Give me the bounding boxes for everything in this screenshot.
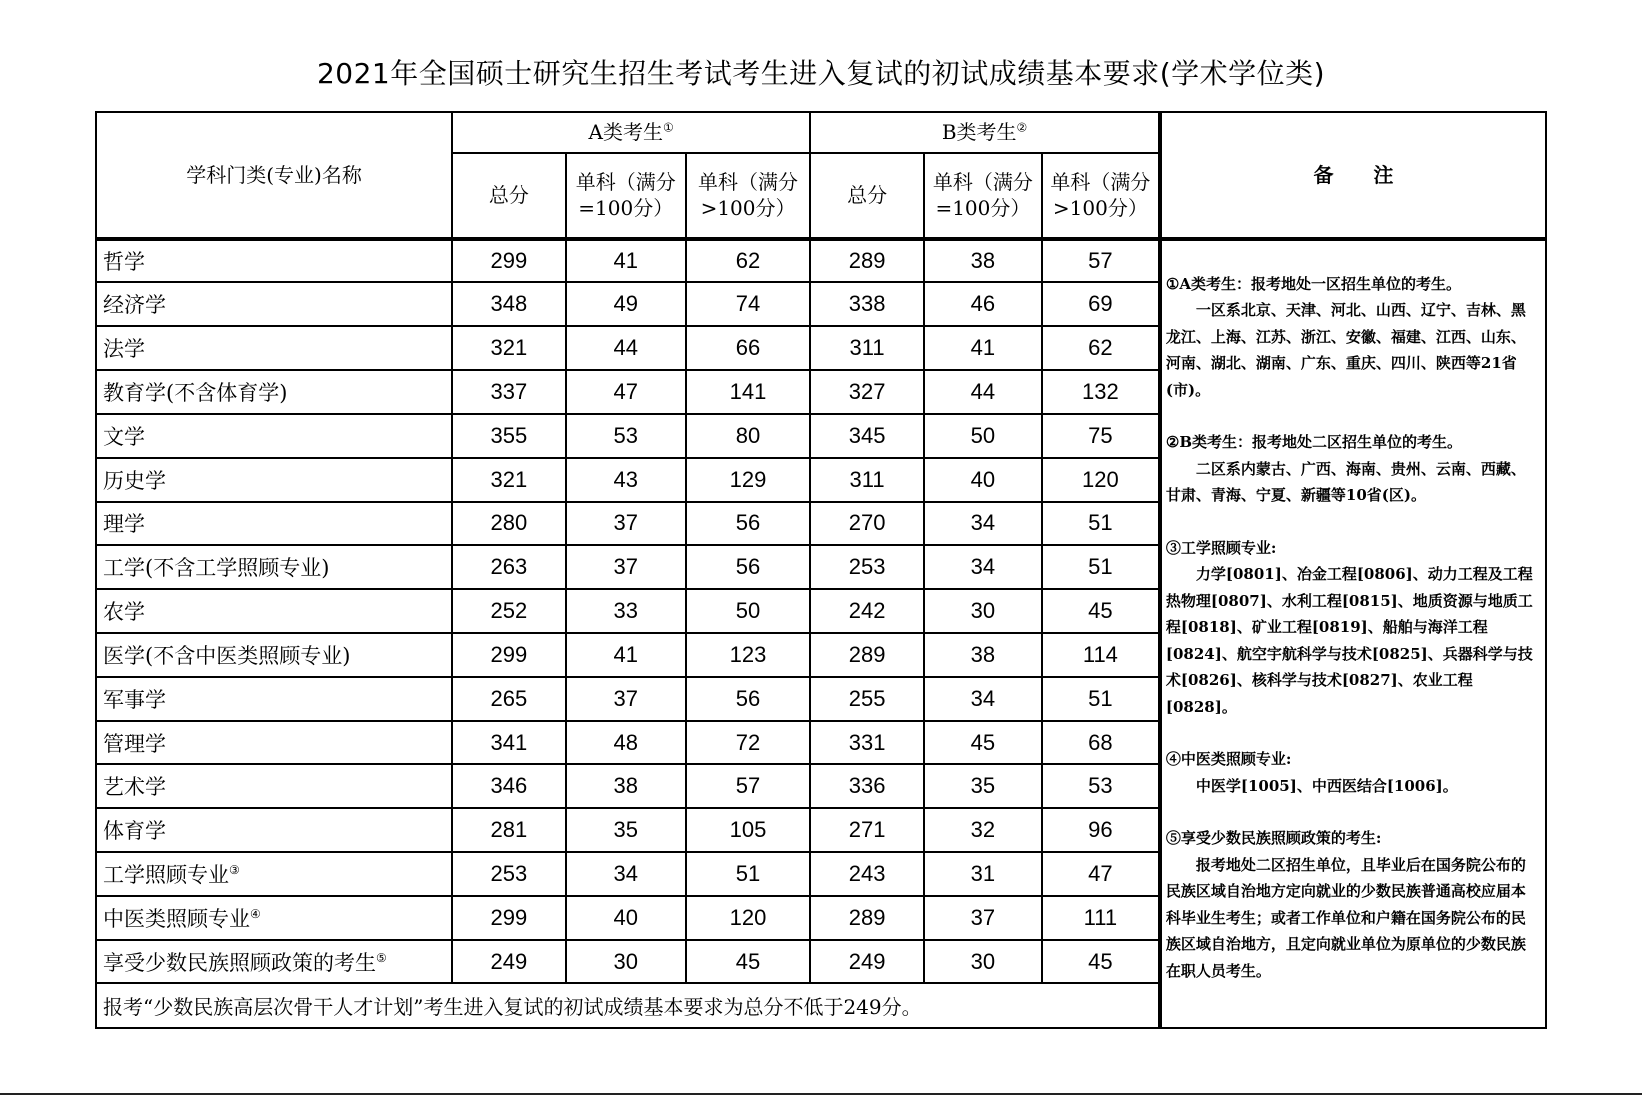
score-a-single-100: 40 — [566, 896, 686, 940]
score-b-single-100: 38 — [924, 633, 1042, 677]
score-a-total: 299 — [452, 239, 566, 283]
score-b-total: 289 — [810, 896, 924, 940]
score-a-total: 263 — [452, 545, 566, 589]
subject-name — [96, 502, 452, 546]
score-a-single-gt100: 123 — [686, 633, 810, 677]
a-single-gt100-line-2: >100分） — [700, 196, 796, 221]
subject-header: 学科门类(专业)名称 — [96, 112, 452, 239]
score-a-single-gt100: 57 — [686, 764, 810, 808]
footnote-text: 报考“少数民族高层次骨干人才计划”考生进入复试的初试成绩基本要求为总分不低于249分。 — [96, 983, 1160, 1028]
remark-block — [1166, 535, 1535, 721]
subject-name-text: 经济学 — [103, 293, 166, 318]
score-a-single-gt100: 141 — [686, 370, 810, 414]
score-b-single-gt100: 120 — [1042, 458, 1160, 502]
subject-name-text: 管理学 — [103, 731, 166, 756]
score-b-single-gt100: 53 — [1042, 764, 1160, 808]
score-b-single-gt100: 132 — [1042, 370, 1160, 414]
score-b-single-gt100: 96 — [1042, 808, 1160, 852]
subject-name — [96, 458, 452, 502]
b-single-gt100-header — [1042, 153, 1160, 239]
remark-head: ④中医类照顾专业: — [1165, 750, 1292, 769]
subject-name-text: 工学(不含工学照顾专业) — [103, 556, 330, 581]
score-b-single-gt100: 69 — [1042, 282, 1160, 326]
subject-name-text: 享受少数民族照顾政策的考生 — [103, 950, 376, 975]
subject-name-text: 体育学 — [103, 819, 166, 844]
score-a-total: 253 — [452, 852, 566, 896]
score-a-total: 265 — [452, 677, 566, 721]
group-a-label: A类考生 — [588, 120, 663, 145]
remark-body: 一区系北京、天津、河北、山西、辽宁、吉林、黑龙江、上海、江苏、浙江、安徽、福建、江西、山东、河南、湖北、湖南、广东、重庆、四川、陕西等21省(市)。 — [1165, 301, 1526, 399]
subject-name-text: 历史学 — [103, 468, 166, 493]
remark-block — [1166, 746, 1535, 799]
score-b-total: 327 — [810, 370, 924, 414]
a-single-100-header — [566, 153, 686, 239]
score-b-total: 243 — [810, 852, 924, 896]
score-a-single-100: 37 — [566, 502, 686, 546]
score-a-single-100: 53 — [566, 414, 686, 458]
b-single-gt100-line-1: 单科（满分 — [1050, 170, 1151, 195]
score-a-single-gt100: 80 — [686, 414, 810, 458]
subject-name — [96, 764, 452, 808]
score-b-single-100: 32 — [924, 808, 1042, 852]
subject-name-text: 哲学 — [103, 250, 145, 275]
score-b-single-100: 37 — [924, 896, 1042, 940]
score-b-single-gt100: 47 — [1042, 852, 1160, 896]
score-b-single-gt100: 57 — [1042, 239, 1160, 283]
score-a-single-gt100: 105 — [686, 808, 810, 852]
score-a-total: 337 — [452, 370, 566, 414]
a-single-gt100-header — [686, 153, 810, 239]
score-b-total: 311 — [810, 458, 924, 502]
a-total-header: 总分 — [452, 153, 566, 239]
subject-name-text: 中医类照顾专业 — [103, 906, 250, 931]
score-b-single-100: 34 — [924, 545, 1042, 589]
subject-name-text: 工学照顾专业 — [103, 862, 229, 887]
subject-name-text: 农学 — [103, 600, 145, 625]
score-b-single-gt100: 45 — [1042, 589, 1160, 633]
subject-name-text: 医学(不含中医类照顾专业) — [103, 643, 351, 668]
score-b-total: 345 — [810, 414, 924, 458]
subject-name — [96, 239, 452, 283]
score-a-single-gt100: 56 — [686, 677, 810, 721]
subject-name — [96, 808, 452, 852]
score-a-single-100: 30 — [566, 940, 686, 984]
remark-body: 中医学[1005]、中西医结合[1006]。 — [1195, 776, 1458, 795]
score-b-total: 338 — [810, 282, 924, 326]
score-b-single-gt100: 111 — [1042, 896, 1160, 940]
score-b-total: 249 — [810, 940, 924, 984]
score-a-total: 299 — [452, 633, 566, 677]
score-b-single-100: 50 — [924, 414, 1042, 458]
score-b-single-100: 40 — [924, 458, 1042, 502]
b-single-100-header — [924, 153, 1042, 239]
score-b-total: 270 — [810, 502, 924, 546]
score-b-single-100: 30 — [924, 589, 1042, 633]
score-a-total: 341 — [452, 721, 566, 765]
score-b-single-100: 45 — [924, 721, 1042, 765]
score-b-single-gt100: 62 — [1042, 326, 1160, 370]
footnote-mark: ④ — [250, 906, 261, 921]
score-b-single-100: 44 — [924, 370, 1042, 414]
subject-name — [96, 414, 452, 458]
score-b-single-100: 38 — [924, 239, 1042, 283]
subject-name — [96, 677, 452, 721]
score-b-total: 253 — [810, 545, 924, 589]
page-title: 2021年全国硕士研究生招生考试考生进入复试的初试成绩基本要求(学术学位类) — [316, 57, 1326, 90]
remark-block — [1166, 825, 1535, 984]
group-b-label: B类考生 — [941, 120, 1017, 145]
score-b-total: 331 — [810, 721, 924, 765]
score-a-single-100: 43 — [566, 458, 686, 502]
score-a-single-gt100: 66 — [686, 326, 810, 370]
score-b-total: 289 — [810, 239, 924, 283]
score-a-total: 280 — [452, 502, 566, 546]
subject-name-text: 教育学(不含体育学) — [103, 381, 288, 406]
footnote-mark: ③ — [229, 862, 240, 877]
subject-name — [96, 282, 452, 326]
a-single-gt100-line-1: 单科（满分 — [698, 170, 799, 195]
score-a-total: 346 — [452, 764, 566, 808]
score-a-single-gt100: 50 — [686, 589, 810, 633]
subject-name — [96, 589, 452, 633]
subject-name-text: 文学 — [103, 424, 145, 449]
subject-name — [96, 721, 452, 765]
subject-name — [96, 545, 452, 589]
score-a-single-100: 37 — [566, 677, 686, 721]
score-b-single-gt100: 68 — [1042, 721, 1160, 765]
score-b-single-100: 35 — [924, 764, 1042, 808]
a-single-100-line-1: 单科（满分 — [575, 170, 676, 195]
score-table — [95, 111, 1547, 1029]
group-a-header — [452, 112, 810, 153]
subject-name-text: 法学 — [103, 337, 145, 362]
table-row — [96, 239, 1546, 283]
remark-head: ①A类考生：报考地处一区招生单位的考生。 — [1165, 274, 1461, 293]
remarks-panel — [1160, 239, 1546, 1028]
score-b-single-100: 46 — [924, 282, 1042, 326]
subject-name-text: 军事学 — [103, 687, 166, 712]
score-a-single-gt100: 56 — [686, 545, 810, 589]
score-b-total: 336 — [810, 764, 924, 808]
score-b-single-100: 31 — [924, 852, 1042, 896]
b-single-gt100-line-2: >100分） — [1052, 196, 1148, 221]
score-a-single-gt100: 56 — [686, 502, 810, 546]
subject-name-text: 理学 — [103, 512, 145, 537]
score-a-single-100: 49 — [566, 282, 686, 326]
score-a-single-gt100: 45 — [686, 940, 810, 984]
footnote-mark: ⑤ — [376, 950, 387, 965]
remark-body: 力学[0801]、冶金工程[0806]、动力工程及工程热物理[0807]、水利工程[0815]、地质资源与地质工程[0818]、矿业工程[0819]、船舶与海洋工程[0824]、航空宇航科学与技术[0825]、兵器科学与技术[0826]、核科学与技术[0827]、农业工程[0828]。 — [1165, 565, 1533, 716]
subject-name-text: 艺术学 — [103, 775, 166, 800]
remark-head: ②B类考生：报考地处二区招生单位的考生。 — [1165, 433, 1463, 452]
score-a-single-100: 41 — [566, 633, 686, 677]
page-bottom-rule — [0, 1093, 1642, 1095]
b-total-header: 总分 — [810, 153, 924, 239]
score-a-single-gt100: 120 — [686, 896, 810, 940]
score-a-total: 321 — [452, 458, 566, 502]
remarks-header: 备 注 — [1160, 112, 1546, 239]
score-a-single-100: 37 — [566, 545, 686, 589]
subject-name — [96, 633, 452, 677]
subject-name — [96, 940, 452, 984]
b-single-100-line-2: =100分） — [935, 196, 1031, 221]
score-b-single-gt100: 114 — [1042, 633, 1160, 677]
score-a-single-100: 48 — [566, 721, 686, 765]
score-b-single-gt100: 51 — [1042, 545, 1160, 589]
score-a-single-100: 35 — [566, 808, 686, 852]
score-a-total: 299 — [452, 896, 566, 940]
score-a-single-100: 33 — [566, 589, 686, 633]
remark-body: 二区系内蒙古、广西、海南、贵州、云南、西藏、甘肃、青海、宁夏、新疆等10省(区)。 — [1165, 459, 1526, 505]
subject-name — [96, 370, 452, 414]
score-a-total: 252 — [452, 589, 566, 633]
score-b-single-100: 30 — [924, 940, 1042, 984]
score-a-total: 321 — [452, 326, 566, 370]
group-b-mark: ② — [1016, 120, 1028, 135]
score-b-single-gt100: 75 — [1042, 414, 1160, 458]
a-single-100-line-2: =100分） — [578, 196, 674, 221]
score-b-total: 311 — [810, 326, 924, 370]
subject-name — [96, 852, 452, 896]
score-a-single-100: 47 — [566, 370, 686, 414]
remark-block — [1166, 271, 1535, 404]
score-b-total: 289 — [810, 633, 924, 677]
subject-name — [96, 896, 452, 940]
group-a-mark: ① — [662, 120, 674, 135]
score-a-single-100: 44 — [566, 326, 686, 370]
score-a-single-gt100: 74 — [686, 282, 810, 326]
score-a-single-gt100: 72 — [686, 721, 810, 765]
score-a-single-100: 34 — [566, 852, 686, 896]
score-b-single-gt100: 51 — [1042, 677, 1160, 721]
remark-head: ③工学照顾专业: — [1165, 538, 1277, 557]
remark-body: 报考地处二区招生单位，且毕业后在国务院公布的民族区域自治地方定向就业的少数民族普通高校应届本科毕业生考生；或者工作单位和户籍在国务院公布的民族区域自治地方，且定向就业单位为原单位的少数民族在职人员考生。 — [1165, 855, 1526, 980]
score-b-single-gt100: 45 — [1042, 940, 1160, 984]
score-b-total: 255 — [810, 677, 924, 721]
remark-block — [1166, 429, 1535, 509]
score-a-total: 249 — [452, 940, 566, 984]
score-b-total: 242 — [810, 589, 924, 633]
score-b-total: 271 — [810, 808, 924, 852]
group-b-header — [810, 112, 1160, 153]
score-a-single-gt100: 51 — [686, 852, 810, 896]
score-a-total: 281 — [452, 808, 566, 852]
score-b-single-100: 34 — [924, 677, 1042, 721]
score-b-single-100: 34 — [924, 502, 1042, 546]
b-single-100-line-1: 单科（满分 — [932, 170, 1033, 195]
score-b-single-gt100: 51 — [1042, 502, 1160, 546]
score-a-total: 348 — [452, 282, 566, 326]
score-a-single-gt100: 129 — [686, 458, 810, 502]
score-a-total: 355 — [452, 414, 566, 458]
score-b-single-100: 41 — [924, 326, 1042, 370]
remark-head: ⑤享受少数民族照顾政策的考生: — [1165, 829, 1382, 848]
score-a-single-100: 41 — [566, 239, 686, 283]
subject-name — [96, 326, 452, 370]
score-a-single-100: 38 — [566, 764, 686, 808]
score-a-single-gt100: 62 — [686, 239, 810, 283]
header-row-1 — [96, 112, 1546, 153]
